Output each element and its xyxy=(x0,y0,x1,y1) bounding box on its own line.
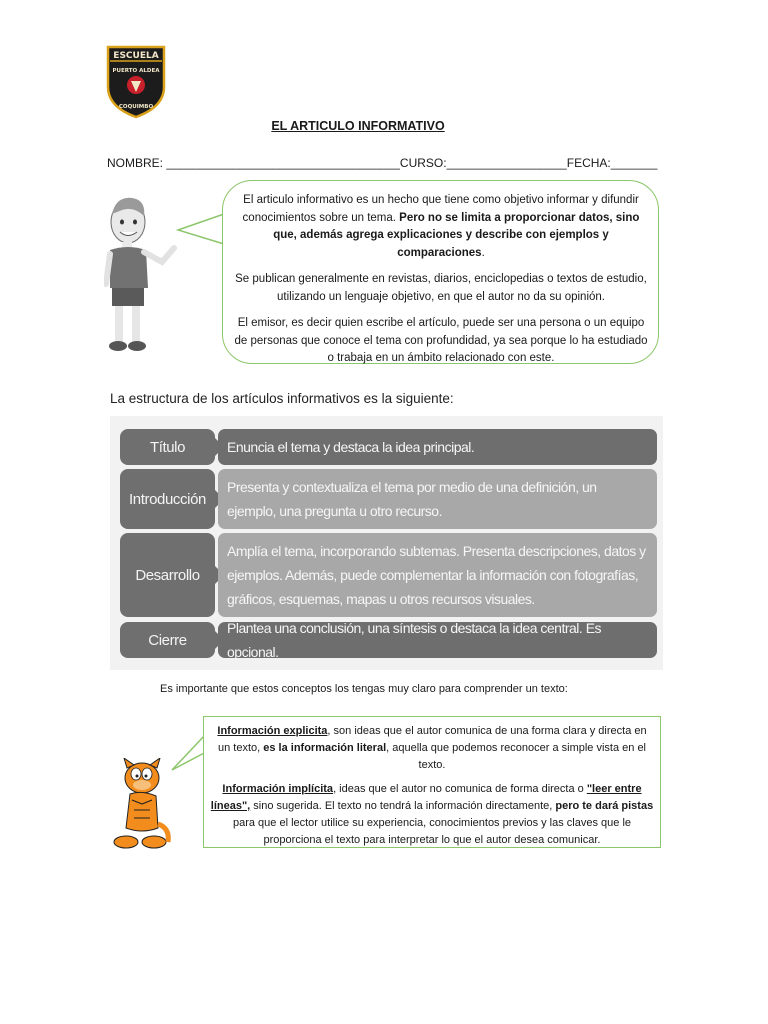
row-description: Plantea una conclusión, una síntesis o destaca la idea central. Es opcional. xyxy=(218,622,657,658)
explicit-info-paragraph: Información explicita, son ideas que el autor comunica de una forma clara y directa en un texto, es la información literal, aquella que podemos reconocer a simple vista en el texto. xyxy=(217,725,647,771)
row-label: Introducción xyxy=(120,469,215,529)
row-description: Amplía el tema, incorporando subtemas. Presenta descripciones, datos y ejemplos. Además, puede complementar la información con fotografías, gráficos, esquemas, mapas u otros recursos visuales. xyxy=(218,533,657,617)
structure-row-titulo xyxy=(120,429,657,465)
student-info-line xyxy=(107,156,667,170)
page-title: EL ARTICULO INFORMATIVO xyxy=(271,119,445,133)
school-logo xyxy=(106,45,166,119)
fecha-field[interactable]: FECHA:_______ xyxy=(566,156,658,170)
intro-text xyxy=(232,192,650,377)
nombre-field[interactable]: NOMBRE: ___________________________________ xyxy=(107,156,400,170)
intro-paragraph-3: El emisor, es decir quien escribe el artículo, puede ser una persona o un equipo de personas que conoce el tema con profundidad, ya sea porque lo ha estudiado o trabaja en un ámbito relacionado con este. xyxy=(234,317,648,364)
curso-field[interactable]: CURSO:__________________ xyxy=(399,156,567,170)
row-label: Desarrollo xyxy=(120,533,215,617)
row-description: Enuncia el tema y destaca la idea principal. xyxy=(218,429,657,465)
cat-illustration xyxy=(112,758,174,850)
intro-paragraph-2: Se publican generalmente en revistas, diarios, enciclopedias o textos de estudio, utilizando un lenguaje objetivo, en que el autor no da su opinión. xyxy=(235,273,647,303)
structure-row-introduccion xyxy=(120,469,657,529)
structure-row-desarrollo xyxy=(120,533,657,617)
logo-top-text: ESCUELA xyxy=(113,51,159,61)
row-label: Título xyxy=(120,429,215,465)
row-description: Presenta y contextualiza el tema por medio de una definición, un ejemplo, una pregunta u otro recurso. xyxy=(218,469,657,529)
info-types-text xyxy=(210,723,654,856)
structure-row-cierre xyxy=(120,622,657,658)
implicit-info-paragraph: Información implícita, ideas que el autor no comunica de forma directa o "leer entre líneas", sino sugerida. El texto no tendrá la información directamente, pero te dará pistas para que el lector utilice su experiencia, conocimientos previos y las claves que le proporciona el texto para interpretar lo que el autor desea comunicar. xyxy=(210,783,654,846)
structure-panel xyxy=(110,416,663,670)
logo-arc-text: PUERTO ALDEA xyxy=(112,68,160,74)
important-note: Es importante que estos conceptos los tengas muy claro para comprender un texto: xyxy=(160,683,568,695)
intro-paragraph-1: El articulo informativo es un hecho que tiene como objetivo informar y difundir conocimientos sobre un tema. Pero no se limita a proporcionar datos, sino que, además agrega explicaciones y describe con ejemplos y comparaciones. xyxy=(242,194,640,259)
structure-heading: La estructura de los artículos informativos es la siguiente: xyxy=(110,391,454,406)
logo-bottom-text: COQUIMBO xyxy=(118,104,154,110)
row-label: Cierre xyxy=(120,622,215,658)
boy-illustration xyxy=(104,192,182,358)
